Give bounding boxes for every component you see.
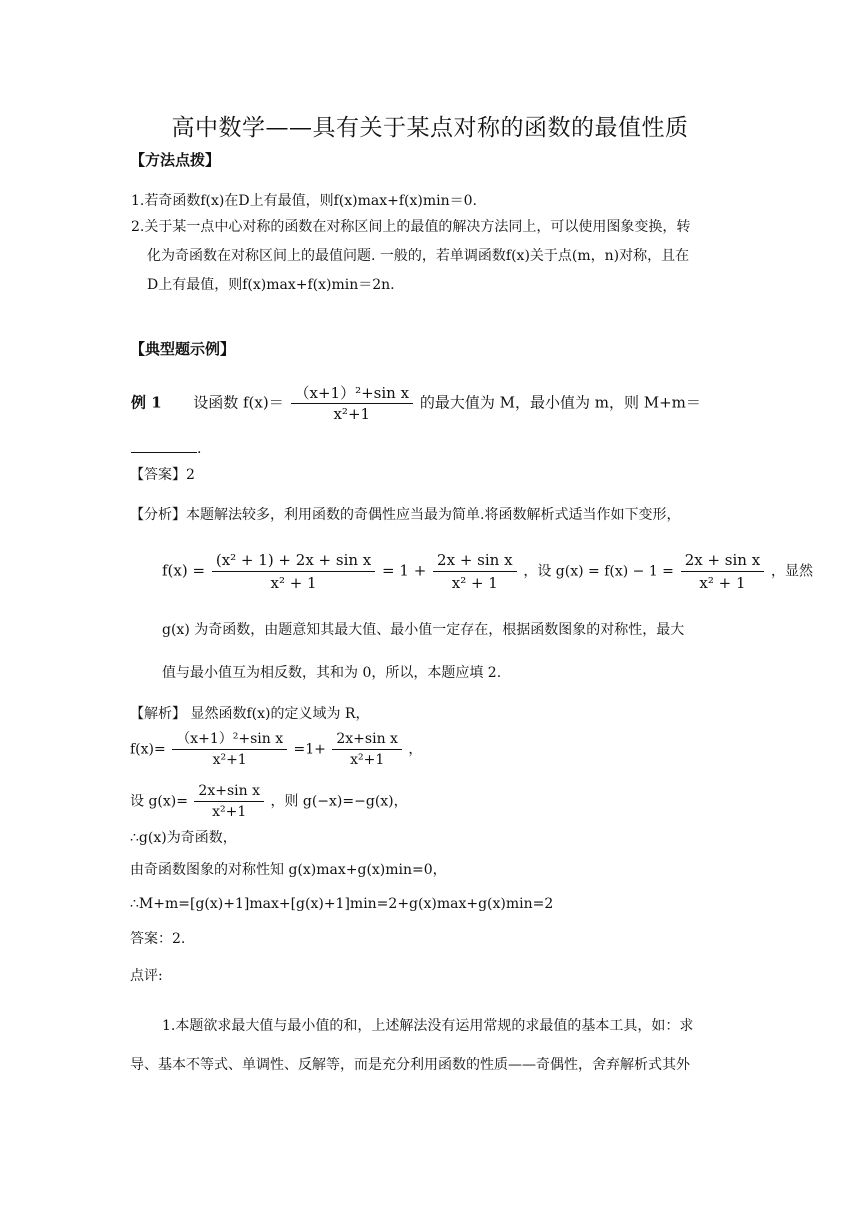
fraction-numerator: (x² + 1) + 2x + sin x — [212, 550, 375, 572]
comment-line-1: 1.本题欲求最大值与最小值的和，上述解法没有运用常规的求最值的基本工具，如：求 — [162, 1018, 694, 1034]
fraction-numerator: 2x + sin x — [433, 550, 517, 572]
solution-fx: f(x)= — [130, 741, 166, 758]
solution-answer: 答案：2. — [130, 931, 186, 947]
formula-tail: ，显然 — [770, 563, 813, 580]
fraction-denominator: x²+1 — [350, 752, 385, 768]
formula-lhs: f(x) = — [162, 561, 206, 580]
solution-fraction-3 — [194, 782, 264, 821]
answer: 【答案】2 — [130, 467, 195, 483]
method-point-2-line-1: 2.关于某一点中心对称的函数在对称区间上的最值的解决方法同上，可以使用图象变换，转 — [131, 219, 691, 235]
formula-fraction-2 — [433, 550, 517, 593]
fraction-numerator: （x+1）²+sin x — [172, 730, 287, 750]
solution-set-g: 设 g(x)= — [130, 793, 188, 810]
formula-one-plus: = 1 + — [382, 561, 427, 580]
solution-one-plus: =1+ — [293, 741, 326, 758]
formula-set-text: ，设 g(x) = f(x) − 1 = — [523, 563, 674, 580]
examples-heading: 【典型题示例】 — [130, 340, 236, 358]
analysis-formula — [162, 550, 813, 593]
fraction-denominator: x² + 1 — [270, 574, 317, 592]
fraction-denominator: x²+1 — [212, 752, 247, 768]
fraction-denominator: x²+1 — [212, 804, 247, 820]
blank-period: . — [197, 441, 202, 457]
remark-label: 点评: — [130, 968, 163, 984]
solution-line-6: ∴M+m=[g(x)+1]max+[g(x)+1]min=2+g(x)max+g(x)min=2 — [130, 896, 554, 912]
answer-blank — [131, 438, 197, 453]
solution-line-2 — [130, 730, 422, 769]
solution-odd-relation: ，则 g(−x)=−g(x)， — [270, 793, 408, 810]
method-point-1: 1.若奇函数f(x)在D上有最值，则f(x)max+f(x)min＝0. — [131, 193, 477, 209]
fraction-denominator: x²+1 — [333, 405, 371, 423]
fraction-numerator: （x+1）²+sin x — [291, 384, 414, 404]
solution-comma: ， — [408, 741, 423, 758]
fraction-denominator: x² + 1 — [451, 574, 498, 592]
fraction-numerator: 2x + sin x — [681, 550, 765, 572]
formula-fraction-1 — [212, 550, 375, 593]
analysis-line-4: 值与最小值互为相反数，其和为 0，所以，本题应填 2. — [162, 665, 502, 681]
method-point-2-line-3: D上有最值，则f(x)max+f(x)min＝2n. — [147, 277, 395, 293]
example-fraction — [291, 384, 414, 423]
method-heading: 【方法点拨】 — [130, 151, 221, 169]
answer-blank-line — [131, 438, 201, 459]
solution-fraction-1 — [172, 730, 287, 769]
solution-fraction-2 — [332, 730, 402, 769]
solution-line-4: ∴g(x)为奇函数， — [130, 830, 237, 846]
comment-line-2: 导、基本不等式、单调性、反解等，而是充分利用函数的性质——奇偶性，舍弃解析式其外 — [130, 1057, 690, 1073]
example-label: 例 1 — [131, 393, 162, 412]
page-title: 高中数学——具有关于某点对称的函数的最值性质 — [171, 115, 689, 141]
fraction-numerator: 2x+sin x — [332, 730, 402, 750]
fraction-denominator: x² + 1 — [699, 574, 746, 592]
solution-line-1: 【解析】 显然函数f(x)的定义域为 R， — [130, 706, 370, 722]
analysis-line-3: g(x) 为奇函数，由题意知其最大值、最小值一定存在，根据函数图象的对称性，最大 — [162, 622, 685, 638]
example-text-pre: 设函数 f(x)＝ — [193, 393, 284, 412]
analysis-line-1: 【分析】本题解法较多，利用函数的奇偶性应当最为简单.将函数解析式适当作如下变形， — [130, 507, 681, 523]
formula-fraction-3 — [681, 550, 765, 593]
example-text-post: 的最大值为 M，最小值为 m，则 M+m＝ — [419, 393, 701, 412]
method-point-2-line-2: 化为奇函数在对称区间上的最值问题. 一般的，若单调函数f(x)关于点(m，n)对称，且在 — [147, 248, 690, 264]
solution-line-3 — [130, 782, 408, 821]
fraction-numerator: 2x+sin x — [194, 782, 264, 802]
solution-line-5: 由奇函数图象的对称性知 g(x)max+g(x)min=0， — [130, 862, 447, 878]
example-1 — [131, 384, 701, 423]
